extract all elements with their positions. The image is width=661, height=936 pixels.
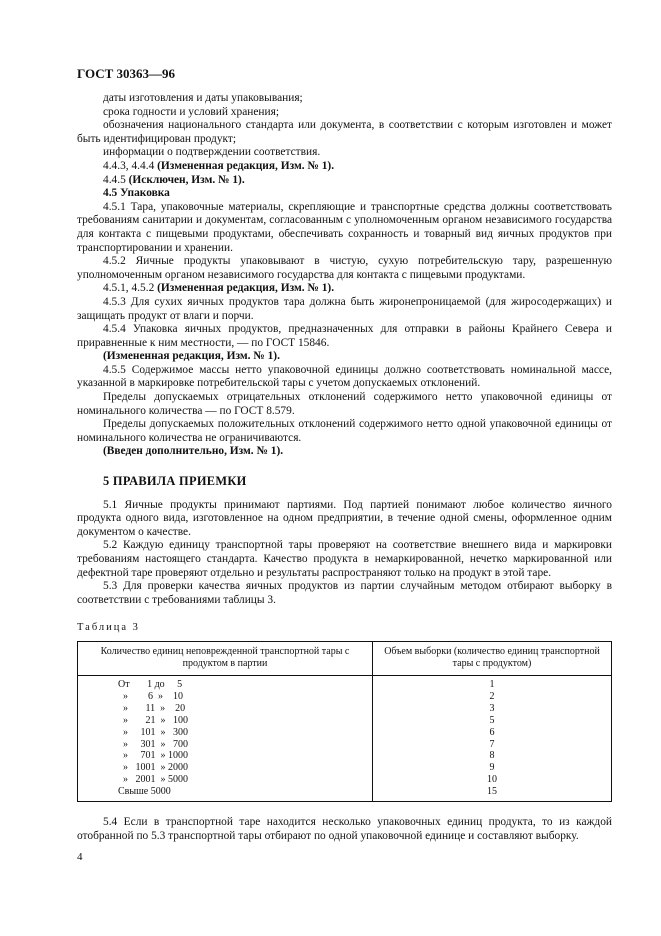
sample-size-cell: 1 <box>373 675 612 690</box>
range-cell <box>78 774 373 786</box>
clause-4-5-1: 4.5.1 Тара, упаковочные материалы, скрепляющие и транспортные средства должны соответствовать требованиям санитарии и документам, согласованным с уполномоченным органом независимого государства для контакта с пищевыми продуктами, обеспечивать сохранность и товарный вид яичных продуктов при транспортировании и хранении. <box>77 200 612 254</box>
range-cell <box>78 691 373 703</box>
table-row <box>78 703 612 715</box>
paragraph: информации о подтверждении соответствия. <box>103 146 321 159</box>
clause-5-3: 5.3 Для проверки качества яичных продуктов из партии случайным методом отбирают выборку в соответствии с требованиями таблицы 3. <box>77 580 612 606</box>
clause-5-4: 5.4 Если в транспортной таре находится несколько упаковочных единиц продукта, то из каждой отобранной по 5.3 транспортной тары отбирают по одной упаковочной единице и составляют выборку. <box>77 816 612 842</box>
range-cell <box>78 715 373 727</box>
subsection-heading <box>77 187 612 201</box>
amendment-note: (Измененная редакция, Изм. № 1). <box>157 282 335 295</box>
clause-4-5-2: 4.5.2 Яичные продукты упаковывают в чистую, сухую потребительскую тару, разрешенную уполномоченным органом независимого государства для контакта с пищевыми продуктами. <box>77 255 612 281</box>
document-body <box>77 92 612 843</box>
sample-size-cell: 6 <box>373 727 612 739</box>
section-heading: 5 ПРАВИЛА ПРИЕМКИ <box>103 474 247 489</box>
sample-size-cell: 3 <box>373 703 612 715</box>
paragraph: Пределы допускаемых отрицательных отклонений содержимого нетто упаковочной единицы от номинального количества — по ГОСТ 8.579. <box>77 391 612 417</box>
clause-5-2: 5.2 Каждую единицу транспортной тары проверяют на соответствие внешнего вида и маркировки требованиям настоящего стандарта. Качество продукта в немаркированной, нечетко маркированной или дефектной таре проверяют отдельно и результаты распространяют только на продукт в этой таре. <box>77 539 612 579</box>
range-text: » 301 » 700 <box>118 738 188 750</box>
paragraph: Пределы допускаемых положительных отклонений содержимого нетто одной упаковочной единицы от номинального количества не ограничиваются. <box>77 418 612 444</box>
paragraph: обозначения национального стандарта или документа, в соответствии с которым изготовлен и может быть идентифицирован продукт; <box>77 119 612 145</box>
range-text: От 1 до 5 <box>118 678 183 690</box>
table-row <box>78 739 612 751</box>
range-text: » 701 » 1000 <box>118 750 188 762</box>
sample-size-cell: 5 <box>373 715 612 727</box>
table-row <box>78 786 612 801</box>
clause-4-5-4: 4.5.4 Упаковка яичных продуктов, предназначенных для отправки в районы Крайнего Севера и приравненные к ним местности, — по ГОСТ 15846. <box>77 323 612 349</box>
sample-size-cell: 8 <box>373 750 612 762</box>
sample-size-table <box>77 641 612 802</box>
range-text: » 11 » 20 <box>118 702 186 714</box>
table-row <box>78 715 612 727</box>
clause-4-4-5 <box>77 174 612 188</box>
range-text: » 2001 » 5000 <box>118 774 188 786</box>
sample-size-cell: 15 <box>373 786 612 801</box>
sample-size-cell: 2 <box>373 691 612 703</box>
clause-4-5-1-2 <box>77 282 612 296</box>
clause-4-5-5: 4.5.5 Содержимое массы нетто упаковочной единицы должно соответствовать номинальной массе, указанной в маркировке потребительской тары с учетом допускаемых отклонений. <box>77 363 612 390</box>
clause-number: 4.4.3, 4.4.4 <box>103 159 155 172</box>
sample-size-cell: 10 <box>373 774 612 786</box>
range-text: » 1001 » 2000 <box>118 762 188 774</box>
table-row <box>78 675 612 690</box>
subsection-number: 4.5 <box>103 187 118 200</box>
range-cell <box>78 750 373 762</box>
sample-size-cell: 7 <box>373 739 612 751</box>
column-header: Объем выборки (количество единиц транспортной тары с продуктом) <box>373 641 612 675</box>
table-row <box>78 691 612 703</box>
sample-size-cell: 9 <box>373 762 612 774</box>
range-cell <box>78 786 373 801</box>
table-row <box>78 727 612 739</box>
table-row <box>78 750 612 762</box>
column-header: Количество единиц неповрежденной транспортной тары с продуктом в партии <box>78 641 373 675</box>
page-number: 4 <box>77 851 83 863</box>
range-cell <box>78 762 373 774</box>
table-row <box>78 762 612 774</box>
amendment-note: (Измененная редакция, Изм. № 1). <box>103 350 280 363</box>
amendment-note: (Введен дополнительно, Изм. № 1). <box>103 445 284 458</box>
clause-5-1: 5.1 Яичные продукты принимают партиями. Под партией понимают любое количество яичного продукта одного вида, изготовленное на одном предприятии, в течение одной смены, оформленное одним документом о качестве. <box>77 498 612 538</box>
subsection-title: Упаковка <box>120 187 170 200</box>
paragraph: даты изготовления и даты упаковывания; <box>103 92 303 104</box>
clause-4-5-3: 4.5.3 Для сухих яичных продуктов тара должна быть жиронепроницаемой (для жиросодержащих) и защищать продукт от влаги и порчи. <box>77 295 612 322</box>
table-caption: Таблица 3 <box>77 622 140 634</box>
range-text: » 6 » 10 <box>118 690 183 702</box>
amendment-note: (Исключен, Изм. № 1). <box>128 173 245 186</box>
clause-4-4-3 <box>77 160 612 174</box>
range-cell <box>78 739 373 751</box>
range-cell <box>78 727 373 739</box>
amendment-note: (Измененная редакция, Изм. № 1). <box>157 159 335 172</box>
range-text: Свыше 5000 <box>118 786 171 798</box>
paragraph: срока годности и условий хранения; <box>103 105 279 118</box>
range-text: » 101 » 300 <box>118 726 188 738</box>
table-row <box>78 774 612 786</box>
range-cell <box>78 675 373 690</box>
range-cell <box>78 703 373 715</box>
clause-number: 4.5.1, 4.5.2 <box>103 282 155 295</box>
clause-number: 4.4.5 <box>103 173 126 186</box>
range-text: » 21 » 100 <box>118 714 188 726</box>
document-header: ГОСТ 30363—96 <box>77 66 176 81</box>
